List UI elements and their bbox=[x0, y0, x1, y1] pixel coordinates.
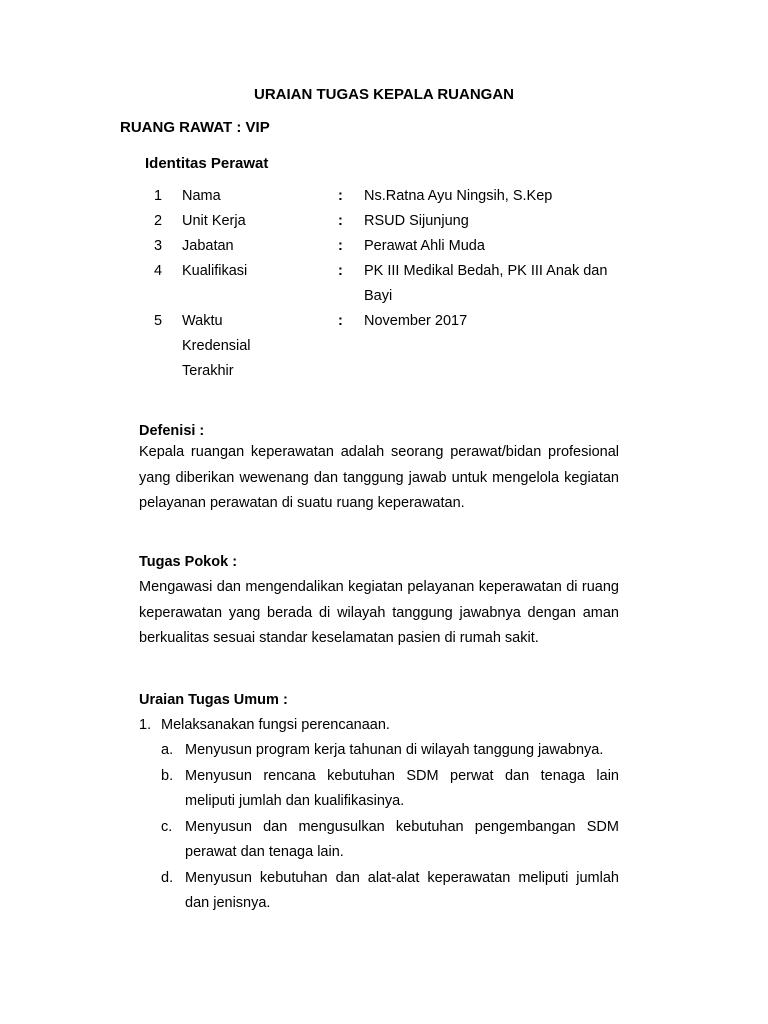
row-value: Perawat Ahli Muda bbox=[364, 238, 485, 254]
sublist-item bbox=[161, 764, 619, 815]
sublist-text: Menyusun rencana kebutuhan SDM perwat dan tenaga lain meliputi jumlah dan kualifikasinya. bbox=[185, 767, 619, 809]
identitas-row bbox=[150, 184, 620, 209]
sublist-text: Menyusun dan mengusulkan kebutuhan pengembangan SDM perawat dan tenaga lain. bbox=[185, 818, 619, 860]
uraian-umum-heading-wrap bbox=[139, 691, 619, 709]
sublist-text: Menyusun kebutuhan dan alat-alat keperawatan meliputi jumlah dan jenisnya. bbox=[185, 869, 619, 911]
sublist-letter: a. bbox=[161, 742, 174, 758]
identitas-heading: Identitas Perawat bbox=[145, 155, 269, 172]
row-label: Waktu Kredensial Terakhir bbox=[182, 313, 251, 379]
list-text: Melaksanakan fungsi perencanaan. bbox=[161, 717, 390, 733]
sublist-item bbox=[161, 815, 619, 866]
identitas-table bbox=[150, 184, 620, 384]
row-colon: : bbox=[338, 188, 343, 204]
ruang-rawat-label: RUANG RAWAT : VIP bbox=[120, 119, 270, 136]
sublist bbox=[161, 738, 619, 917]
sublist-item bbox=[161, 738, 619, 764]
tugas-pokok-section bbox=[139, 553, 619, 652]
document-title: URAIAN TUGAS KEPALA RUANGAN bbox=[254, 86, 514, 103]
row-colon: : bbox=[338, 263, 343, 279]
row-number: 1 bbox=[154, 188, 163, 204]
row-colon: : bbox=[338, 313, 343, 329]
row-colon: : bbox=[338, 213, 343, 229]
row-label: Unit Kerja bbox=[182, 213, 246, 229]
identitas-row bbox=[150, 259, 620, 309]
sublist-item bbox=[161, 866, 619, 917]
row-number: 3 bbox=[154, 238, 163, 254]
uraian-umum-heading: Uraian Tugas Umum : bbox=[139, 692, 288, 708]
row-label: Jabatan bbox=[182, 238, 234, 254]
row-value: PK III Medikal Bedah, PK III Anak dan Bayi bbox=[364, 263, 608, 304]
defenisi-heading: Defenisi : bbox=[139, 423, 205, 439]
list-number: 1. bbox=[139, 717, 152, 733]
list-item bbox=[139, 713, 619, 739]
identitas-row bbox=[150, 309, 620, 384]
row-value: RSUD Sijunjung bbox=[364, 213, 469, 229]
sublist-letter: d. bbox=[161, 869, 174, 886]
row-number: 5 bbox=[154, 313, 163, 329]
identitas-row bbox=[150, 234, 620, 259]
row-number: 2 bbox=[154, 213, 163, 229]
row-label: Kualifikasi bbox=[182, 263, 248, 279]
tugas-pokok-heading: Tugas Pokok : bbox=[139, 554, 238, 570]
sublist-text: Menyusun program kerja tahunan di wilayah tanggung jawabnya. bbox=[185, 742, 604, 758]
row-label: Nama bbox=[182, 188, 221, 204]
row-value: November 2017 bbox=[364, 313, 468, 329]
row-number: 4 bbox=[154, 263, 163, 279]
identitas-row bbox=[150, 209, 620, 234]
row-colon: : bbox=[338, 238, 343, 254]
defenisi-text: Kepala ruangan keperawatan adalah seorang perawat/bidan profesional yang diberikan wewenang dan tanggung jawab untuk mengelola kegiatan pelayanan perawatan di suatu ruang keperawatan. bbox=[139, 444, 619, 511]
tugas-pokok-text: Mengawasi dan mengendalikan kegiatan pelayanan keperawatan di ruang keperawatan yang berada di wilayah tanggung jawabnya dengan aman berkualitas sesuai standar keselamatan pasien di rumah sakit. bbox=[139, 579, 619, 646]
row-value: Ns.Ratna Ayu Ningsih, S.Kep bbox=[364, 188, 553, 204]
defenisi-section bbox=[139, 422, 619, 517]
sublist-letter: b. bbox=[161, 767, 174, 784]
sublist-letter: c. bbox=[161, 818, 173, 835]
